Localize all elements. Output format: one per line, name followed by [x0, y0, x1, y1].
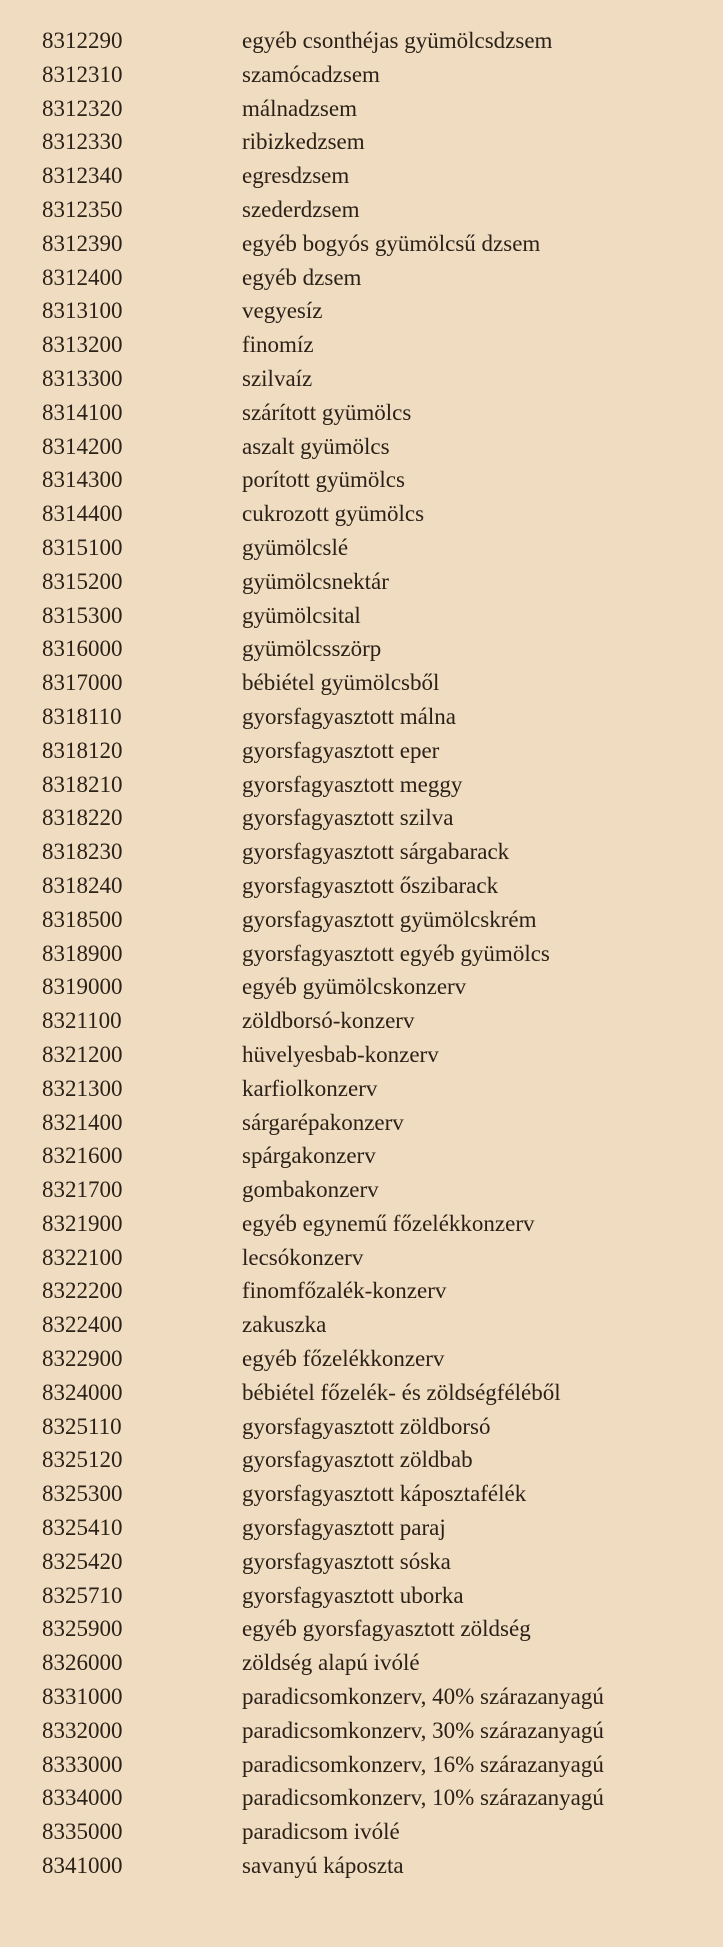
list-item — [0, 193, 723, 227]
product-name: spárgakonzerv — [242, 1143, 376, 1169]
list-item — [0, 1612, 723, 1646]
product-code: 8325410 — [42, 1515, 123, 1541]
product-name: egyéb főzelékkonzerv — [242, 1346, 445, 1372]
list-item — [0, 1714, 723, 1748]
product-name: egyéb egynemű főzelékkonzerv — [242, 1210, 535, 1236]
list-item — [0, 1815, 723, 1849]
product-code: 8318900 — [42, 940, 123, 966]
product-code: 8312290 — [42, 28, 123, 53]
product-code: 8312390 — [42, 230, 123, 256]
list-item — [0, 1004, 723, 1038]
product-code: 8321700 — [42, 1177, 123, 1203]
product-name: egyéb gyümölcskonzerv — [242, 974, 467, 1000]
product-code: 8322100 — [42, 1244, 123, 1270]
list-item — [0, 1376, 723, 1410]
product-code: 8322900 — [42, 1346, 123, 1372]
product-name: lecsókonzerv — [242, 1244, 364, 1270]
product-code: 8317000 — [42, 670, 123, 696]
list-item — [0, 430, 723, 464]
product-code: 8318220 — [42, 805, 123, 831]
product-name: gyümölcslé — [242, 534, 349, 560]
list-item — [0, 159, 723, 193]
product-code: 8318230 — [42, 839, 123, 865]
product-name: gyorsfagyasztott meggy — [242, 771, 463, 797]
product-code: 8313100 — [42, 298, 123, 324]
product-code: 8312310 — [42, 61, 123, 87]
list-item — [0, 1173, 723, 1207]
list-item — [0, 666, 723, 700]
product-code: 8325420 — [42, 1548, 123, 1574]
product-name: paradicsom ivólé — [242, 1819, 400, 1845]
product-code: 8334000 — [42, 1785, 123, 1811]
list-item — [0, 768, 723, 802]
list-item — [0, 328, 723, 362]
list-item — [0, 903, 723, 937]
product-name: gyorsfagyasztott káposztafélék — [242, 1481, 527, 1507]
product-name: sárgarépakonzerv — [242, 1109, 404, 1135]
product-name: bébiétel gyümölcsből — [242, 670, 440, 696]
product-code: 8333000 — [42, 1751, 123, 1777]
product-code: 8319000 — [42, 974, 123, 1000]
product-code: 8318110 — [42, 703, 122, 729]
product-code: 8322200 — [42, 1278, 123, 1304]
product-name: bébiétel főzelék- és zöldségféléből — [242, 1379, 561, 1405]
list-item — [0, 869, 723, 903]
list-item — [0, 1781, 723, 1815]
product-name: gyorsfagyasztott uborka — [242, 1582, 464, 1608]
product-code: 8312330 — [42, 129, 123, 155]
product-code: 8325710 — [42, 1582, 123, 1608]
list-item — [0, 294, 723, 328]
product-code: 8321600 — [42, 1143, 123, 1169]
product-name: egyéb bogyós gyümölcsű dzsem — [242, 230, 541, 256]
product-name: gyorsfagyasztott gyümölcskrém — [242, 906, 537, 932]
list-item — [0, 734, 723, 768]
list-item — [0, 92, 723, 126]
product-code: 8316000 — [42, 636, 123, 662]
list-item — [0, 970, 723, 1004]
product-name: karfiolkonzerv — [242, 1075, 378, 1101]
product-code: 8321300 — [42, 1075, 123, 1101]
product-name: paradicsomkonzerv, 16% szárazanyagú — [242, 1751, 604, 1777]
list-item — [0, 801, 723, 835]
product-code: 8325110 — [42, 1413, 122, 1439]
list-item — [0, 1646, 723, 1680]
product-name: szederdzsem — [242, 196, 360, 222]
list-item — [0, 1511, 723, 1545]
product-code: 8313200 — [42, 332, 123, 358]
product-name: zakuszka — [242, 1312, 327, 1338]
list-item — [0, 227, 723, 261]
product-code: 8341000 — [42, 1853, 123, 1879]
list-item — [0, 1038, 723, 1072]
product-name: savanyú káposzta — [242, 1853, 404, 1879]
product-code: 8318240 — [42, 872, 123, 898]
product-name: egyéb dzsem — [242, 264, 362, 290]
list-item — [0, 1106, 723, 1140]
product-code: 8321200 — [42, 1041, 123, 1067]
product-name: gyorsfagyasztott szilva — [242, 805, 454, 831]
product-code: 8335000 — [42, 1819, 123, 1845]
list-item — [0, 362, 723, 396]
list-item — [0, 497, 723, 531]
product-name: porított gyümölcs — [242, 467, 405, 493]
product-name: cukrozott gyümölcs — [242, 501, 425, 527]
product-name: egresdzsem — [242, 163, 350, 189]
product-name: gyorsfagyasztott eper — [242, 737, 440, 763]
list-item — [0, 58, 723, 92]
product-code: 8326000 — [42, 1650, 123, 1676]
product-code: 8315100 — [42, 534, 123, 560]
list-item — [0, 396, 723, 430]
product-code: 8318120 — [42, 737, 123, 763]
product-name: málnadzsem — [242, 95, 357, 121]
product-code: 8331000 — [42, 1684, 123, 1710]
list-item — [0, 1545, 723, 1579]
product-code: 8332000 — [42, 1717, 123, 1743]
list-item — [0, 599, 723, 633]
product-name: finomíz — [242, 332, 314, 358]
list-item — [0, 1342, 723, 1376]
product-name: gyorsfagyasztott zöldbab — [242, 1447, 473, 1473]
product-name: egyéb gyorsfagyasztott zöldség — [242, 1616, 531, 1642]
list-item — [0, 1849, 723, 1883]
list-item — [0, 1680, 723, 1714]
list-item — [0, 937, 723, 971]
product-name: gyümölcsital — [242, 602, 361, 628]
product-name: ribizkedzsem — [242, 129, 365, 155]
product-code: 8312400 — [42, 264, 123, 290]
product-name: paradicsomkonzerv, 10% szárazanyagú — [242, 1785, 604, 1811]
product-name: gyorsfagyasztott sárgabarack — [242, 839, 510, 865]
product-code: 8325120 — [42, 1447, 123, 1473]
list-item — [0, 531, 723, 565]
product-name: vegyesíz — [242, 298, 323, 324]
product-code: 8314100 — [42, 399, 123, 425]
list-item — [0, 1207, 723, 1241]
product-code: 8315200 — [42, 568, 123, 594]
product-name: gyorsfagyasztott sóska — [242, 1548, 451, 1574]
list-item — [0, 1308, 723, 1342]
list-item — [0, 125, 723, 159]
list-item — [0, 565, 723, 599]
product-code: 8325900 — [42, 1616, 123, 1642]
product-name: gyümölcsnektár — [242, 568, 389, 594]
product-name: szamócadzsem — [242, 61, 380, 87]
list-item — [0, 1748, 723, 1782]
product-name: gyümölcsszörp — [242, 636, 382, 662]
product-name: zöldborsó-konzerv — [242, 1008, 415, 1034]
product-code: 8325300 — [42, 1481, 123, 1507]
product-name: szilvaíz — [242, 365, 313, 391]
list-item — [0, 1579, 723, 1613]
list-item — [0, 261, 723, 295]
product-name: finomfőzalék-konzerv — [242, 1278, 447, 1304]
list-item — [0, 1072, 723, 1106]
product-name: hüvelyesbab-konzerv — [242, 1041, 439, 1067]
list-item — [0, 463, 723, 497]
product-code: 8313300 — [42, 365, 123, 391]
product-code: 8314300 — [42, 467, 123, 493]
product-code: 8318500 — [42, 906, 123, 932]
list-item — [0, 632, 723, 666]
product-name: zöldség alapú ivólé — [242, 1650, 420, 1676]
product-code: 8321100 — [42, 1008, 122, 1034]
product-name: egyéb csonthéjas gyümölcsdzsem — [242, 28, 553, 53]
product-name: gombakonzerv — [242, 1177, 379, 1203]
product-code: 8314400 — [42, 501, 123, 527]
list-item — [0, 1443, 723, 1477]
product-code: 8314200 — [42, 433, 123, 459]
list-item — [0, 835, 723, 869]
product-name: paradicsomkonzerv, 30% szárazanyagú — [242, 1717, 604, 1743]
list-item — [0, 24, 723, 58]
product-code-list — [0, 24, 723, 1883]
list-item — [0, 1477, 723, 1511]
product-code: 8318210 — [42, 771, 123, 797]
product-name: gyorsfagyasztott őszibarack — [242, 872, 499, 898]
product-code: 8312320 — [42, 95, 123, 121]
product-code: 8324000 — [42, 1379, 123, 1405]
product-name: gyorsfagyasztott egyéb gyümölcs — [242, 940, 550, 966]
list-item — [0, 1410, 723, 1444]
product-code: 8312340 — [42, 163, 123, 189]
product-code: 8315300 — [42, 602, 123, 628]
product-code: 8321400 — [42, 1109, 123, 1135]
product-code: 8322400 — [42, 1312, 123, 1338]
product-name: gyorsfagyasztott zöldborsó — [242, 1413, 491, 1439]
product-code: 8321900 — [42, 1210, 123, 1236]
product-name: szárított gyümölcs — [242, 399, 412, 425]
product-code: 8312350 — [42, 196, 123, 222]
list-item — [0, 1139, 723, 1173]
product-name: aszalt gyümölcs — [242, 433, 390, 459]
product-name: gyorsfagyasztott paraj — [242, 1515, 446, 1541]
product-name: paradicsomkonzerv, 40% szárazanyagú — [242, 1684, 604, 1710]
product-name: gyorsfagyasztott málna — [242, 703, 456, 729]
list-item — [0, 1274, 723, 1308]
list-item — [0, 700, 723, 734]
list-item — [0, 1241, 723, 1275]
